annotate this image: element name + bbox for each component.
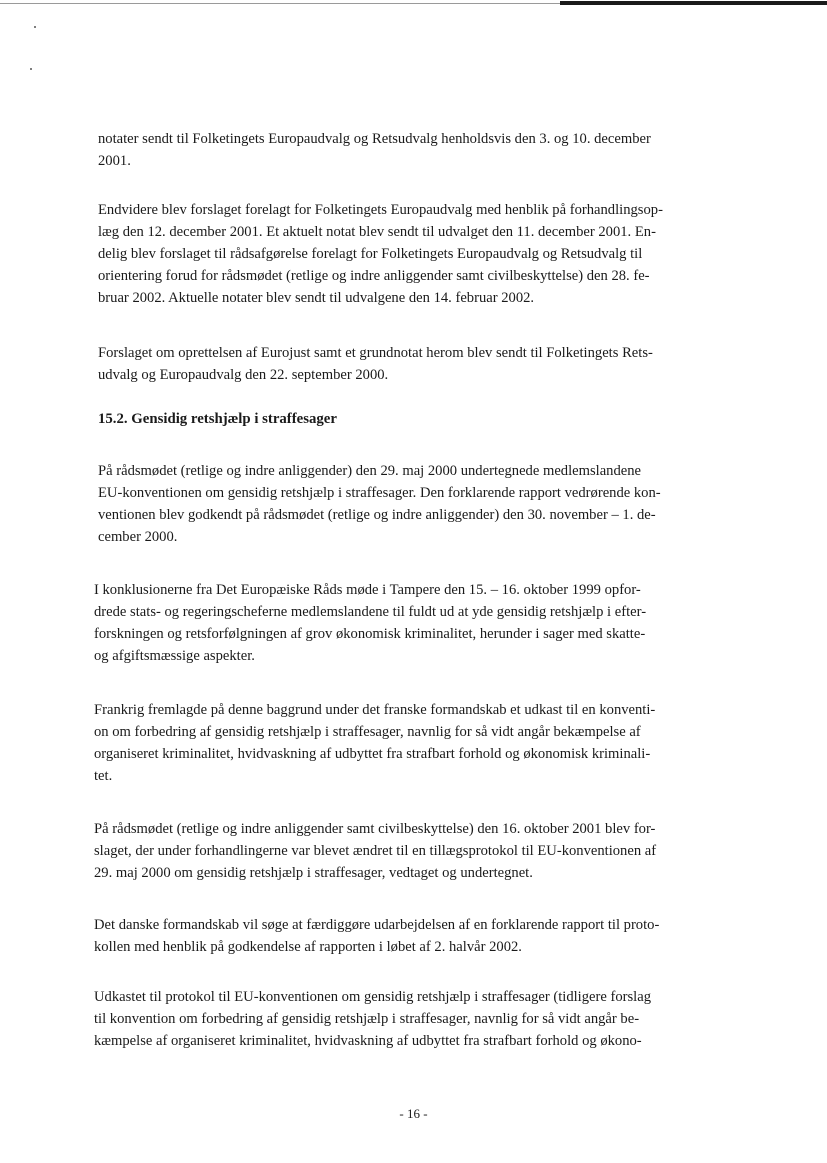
text-line: læg den 12. december 2001. Et aktuelt notat blev sendt til udvalget den 11. december 2001. En-: [98, 224, 656, 240]
text-line: delig blev forslaget til rådsafgørelse forelagt for Folketingets Europaudvalg og Retsudvalg til: [98, 246, 643, 262]
text-line: Endvidere blev forslaget forelagt for Folketingets Europaudvalg med henblik på forhandlingsop-: [98, 202, 663, 218]
text-line: I konklusionerne fra Det Europæiske Råds møde i Tampere den 15. – 16. oktober 1999 opfor-: [94, 582, 641, 598]
text-line: organiseret kriminalitet, hvidvaskning af udbyttet fra strafbart forhold og økonomisk kriminali-: [94, 746, 651, 762]
text-line: 29. maj 2000 om gensidig retshjælp i straffesager, vedtaget og undertegnet.: [94, 865, 533, 881]
paragraph: [98, 342, 653, 386]
text-line: drede stats- og regeringscheferne medlemslandene til fuldt ud at yde gensidig retshjælp i efter-: [94, 604, 647, 620]
text-line: notater sendt til Folketingets Europaudvalg og Retsudvalg henholdsvis den 3. og 10. december: [98, 131, 651, 147]
paragraph: [98, 199, 663, 309]
text-line: forskningen og retsforfølgningen af grov økonomisk kriminalitet, herunder i sager med skatte-: [94, 626, 646, 642]
text-line: EU-konventionen om gensidig retshjælp i straffesager. Den forklarende rapport vedrørende kon-: [98, 485, 661, 501]
text-line: Udkastet til protokol til EU-konventionen om gensidig retshjælp i straffesager (tidligere forslag: [94, 989, 652, 1005]
text-line: orientering forud for rådsmødet (retlige og indre anliggender samt civilbeskyttelse) den 28. fe-: [98, 268, 650, 284]
text-line: På rådsmødet (retlige og indre anliggender) den 29. maj 2000 undertegnede medlemslandene: [98, 463, 642, 479]
paragraph: [94, 914, 659, 958]
text-line: bruar 2002. Aktuelle notater blev sendt til udvalgene den 14. februar 2002.: [98, 290, 535, 306]
text-line: on om forbedring af gensidig retshjælp i straffesager, navnlig for så vidt angår bekæmpelse af: [94, 724, 641, 740]
text-line: Frankrig fremlagde på denne baggrund under det franske formandskab et udkast til en konventi-: [94, 702, 656, 718]
paragraph: [98, 460, 661, 548]
text-line: til konvention om forbedring af gensidig retshjælp i straffesager, navnlig for så vidt angår be-: [94, 1011, 640, 1027]
text-line: På rådsmødet (retlige og indre anliggender samt civilbeskyttelse) den 16. oktober 2001 blev for-: [94, 821, 656, 837]
section-heading: 15.2. Gensidig retshjælp i straffesager: [98, 411, 337, 427]
page-number: - 16 -: [399, 1106, 428, 1121]
text-line: tet.: [94, 768, 113, 784]
text-line: ventionen blev godkendt på rådsmødet (retlige og indre anliggender) den 30. november – 1. de-: [98, 507, 656, 523]
text-line: slaget, der under forhandlingerne var blevet ændret til en tillægsprotokol til EU-konventionen af: [94, 843, 657, 859]
text-line: kollen med henblik på godkendelse af rapporten i løbet af 2. halvår 2002.: [94, 939, 522, 955]
paragraph: [94, 986, 651, 1052]
text-line: udvalg og Europaudvalg den 22. september 2000.: [98, 367, 389, 383]
text-line: Forslaget om oprettelsen af Eurojust samt et grundnotat herom blev sendt til Folketingets Rets-: [98, 345, 653, 361]
text-line: og afgiftsmæssige aspekter.: [94, 648, 255, 664]
text-line: Det danske formandskab vil søge at færdiggøre udarbejdelsen af en forklarende rapport til proto-: [94, 917, 660, 933]
paragraph: [94, 579, 646, 667]
paragraph: [98, 128, 651, 172]
paragraph: [94, 699, 655, 787]
text-line: 2001.: [98, 153, 131, 169]
text-line: kæmpelse af organiseret kriminalitet, hvidvaskning af udbyttet fra strafbart forhold og økono-: [94, 1033, 642, 1049]
text-line: cember 2000.: [98, 529, 178, 545]
paragraph: [94, 818, 656, 884]
